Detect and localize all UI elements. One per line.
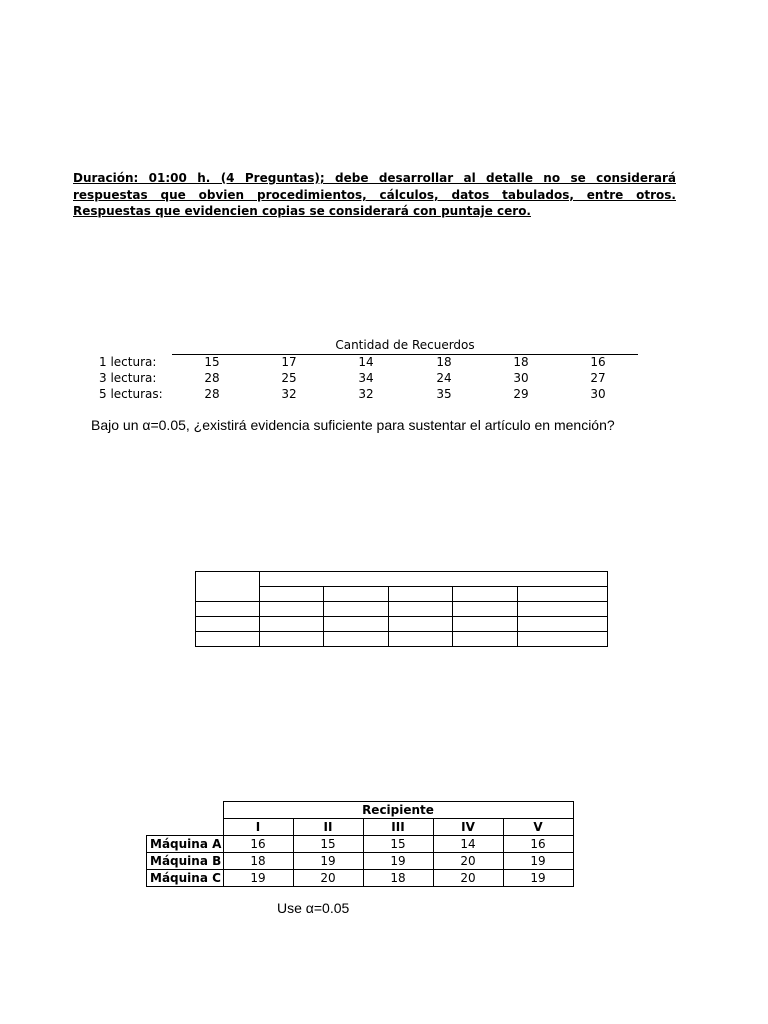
row-label: Máquina A [147,836,224,853]
recall-cell: 32 [358,387,374,401]
recall-cell: 17 [281,355,297,369]
recall-cell: 16 [590,355,606,369]
table-cell: 16 [223,836,293,853]
question-text: Bajo un α=0.05, ¿existirá evidencia suficiente para sustentar el artículo en mención? [91,417,615,433]
table-cell [324,602,389,617]
table-cell [196,617,260,632]
table-cell [260,632,324,647]
table-cell [518,617,608,632]
table-cell [389,617,453,632]
table-cell [260,572,608,587]
row-label: Máquina C [147,870,224,887]
table-corner [147,802,224,819]
recall-cell: 27 [590,371,606,385]
table-cell: 20 [433,853,503,870]
table-cell [518,602,608,617]
recall-table-rule [172,354,638,355]
table-cell [518,632,608,647]
table-cell: 18 [363,870,433,887]
table-cell: 16 [503,836,573,853]
table-row [147,853,574,870]
table-cell [260,587,324,602]
recall-cell: 18 [436,355,452,369]
table-cell [260,602,324,617]
empty-answer-table [195,571,608,647]
table-cell [453,617,518,632]
table-row [147,836,574,853]
table-cell [518,587,608,602]
recall-cell: 25 [281,371,297,385]
table-cell: 15 [363,836,433,853]
table-cell [324,632,389,647]
table-row [147,870,574,887]
recall-cell: 24 [436,371,452,385]
table-cell [324,587,389,602]
recall-cell: 15 [204,355,220,369]
recall-cell: 35 [436,387,452,401]
recall-cell: 30 [590,387,606,401]
table-cell [324,617,389,632]
table-cell: 19 [363,853,433,870]
table-cell: 18 [223,853,293,870]
recall-cell: 14 [358,355,374,369]
recall-row-label: 1 lectura: [99,355,157,369]
recall-cell: 30 [513,371,529,385]
recall-table-title: Cantidad de Recuerdos [335,338,475,352]
use-alpha-note: Use α=0.05 [277,900,350,916]
column-header: IV [433,819,503,836]
table-cell [389,632,453,647]
table-cell: 19 [503,870,573,887]
table-cell: 19 [293,853,363,870]
recall-cell: 18 [513,355,529,369]
column-header: V [503,819,573,836]
table-header-recipiente: Recipiente [223,802,573,819]
column-header: III [363,819,433,836]
table-cell [196,632,260,647]
recall-row-label: 5 lecturas: [99,387,163,401]
recall-cell: 28 [204,387,220,401]
table-cell [196,602,260,617]
table-cell: 15 [293,836,363,853]
table-cell [260,617,324,632]
recall-row-label: 3 lectura: [99,371,157,385]
table-corner [147,819,224,836]
recall-cell: 29 [513,387,529,401]
column-header: II [293,819,363,836]
table-cell [389,587,453,602]
table-cell [453,587,518,602]
table-cell: 20 [293,870,363,887]
machine-table [146,801,574,887]
table-cell: 19 [223,870,293,887]
table-cell [453,602,518,617]
table-cell [196,572,260,602]
instructions-text: Duración: 01:00 h. (4 Preguntas); debe desarrollar al detalle no se considerará respuestas que obvien procedimientos, cálculos, datos tabulados, entre otros. Respuestas que evidencien copias se considerará con puntaje cero. [73,171,676,218]
table-cell: 14 [433,836,503,853]
table-cell: 20 [433,870,503,887]
table-cell: 19 [503,853,573,870]
row-label: Máquina B [147,853,224,870]
table-cell [453,632,518,647]
recall-cell: 28 [204,371,220,385]
recall-cell: 34 [358,371,374,385]
table-cell [389,602,453,617]
recall-cell: 32 [281,387,297,401]
column-header: I [223,819,293,836]
